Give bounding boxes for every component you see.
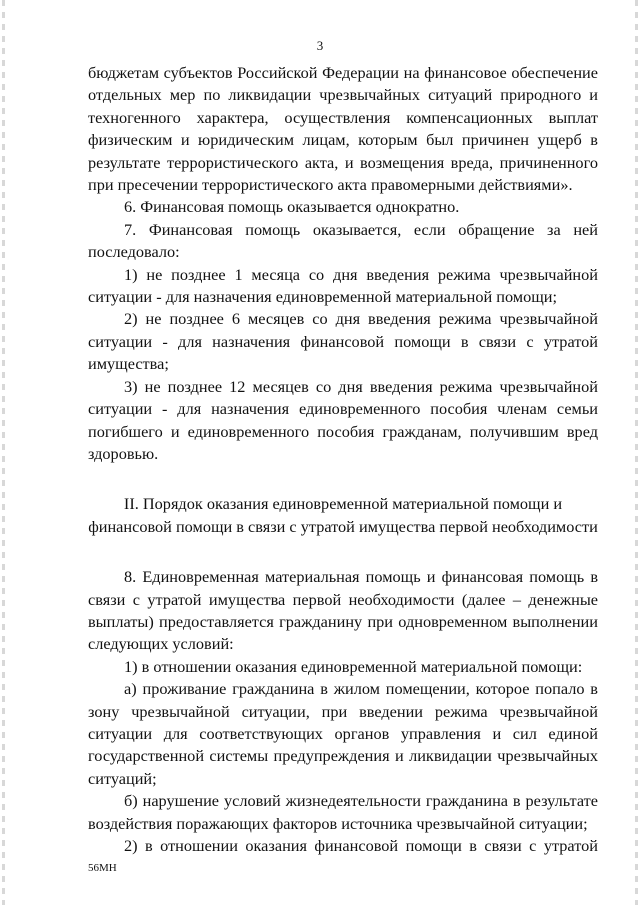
paragraph: 6. Финансовая помощь оказывается однократно. xyxy=(124,197,460,217)
section-heading-line-2: финансовой помощи в связи с утратой имущества первой необходимости xyxy=(88,516,598,536)
document-code: 56МН xyxy=(88,862,117,874)
paragraph: 7. Финансовая помощь оказывается, если обращение за ней последовало: xyxy=(88,219,598,262)
document-body xyxy=(88,62,598,857)
paragraphs-top xyxy=(88,62,598,465)
scan-edge-left xyxy=(2,0,5,905)
paragraph: 2) в отношении оказания финансовой помощи в связи с утратой xyxy=(124,836,598,855)
paragraph: 1) не позднее 1 месяца со дня введения режима чрезвычайной ситуации - для назначения единовременной материальной помощи; xyxy=(88,264,598,307)
section-heading xyxy=(88,493,598,538)
paragraph: б) нарушение условий жизнедеятельности гражданина в результате воздействия поражающих факторов источника чрезвычайной ситуации; xyxy=(88,791,598,833)
page-number: 3 xyxy=(316,38,324,53)
paragraph: 1) в отношении оказания единовременной материальной помощи: xyxy=(124,656,583,676)
paragraph: 2) не позднее 6 месяцев со дня введения режима чрезвычайной ситуации - для назначения финансовой помощи в связи с утратой имущества; xyxy=(88,309,598,374)
paragraph: бюджетам субъектов Российской Федерации на финансовое обеспечение отдельных мер по ликвидации чрезвычайных ситуаций природного и техногенного характера, осуществления компенсационных выплат физическим и юридическим лицам, которым был причинен ущерб в результате террористического акта, и возмещения вреда, причиненного при пресечении террористического акта правомерными действиями». xyxy=(88,63,598,195)
scan-edge-right xyxy=(635,0,638,905)
section-heading-line-1: II. Порядок оказания единовременной материальной помощи и xyxy=(123,494,563,514)
paragraph: 3) не позднее 12 месяцев со дня введения режима чрезвычайной ситуации - для назначения единовременного пособия членам семьи погибшего и единовременного пособия гражданам, получившим вред здоровью. xyxy=(88,376,598,463)
paragraph: а) проживание гражданина в жилом помещении, которое попало в зону чрезвычайной ситуации, при введении режима чрезвычайной ситуации для соответствующих органов управления и сил единой государственной системы предупреждения и ликвидации чрезвычайных ситуаций; xyxy=(88,679,598,788)
paragraphs-bottom xyxy=(88,566,598,857)
paragraph: 8. Единовременная материальная помощь и финансовая помощь в связи с утратой имущества первой необходимости (далее – денежные выплаты) предоставляется гражданину при одновременном выполнении следующих условий: xyxy=(88,567,598,654)
